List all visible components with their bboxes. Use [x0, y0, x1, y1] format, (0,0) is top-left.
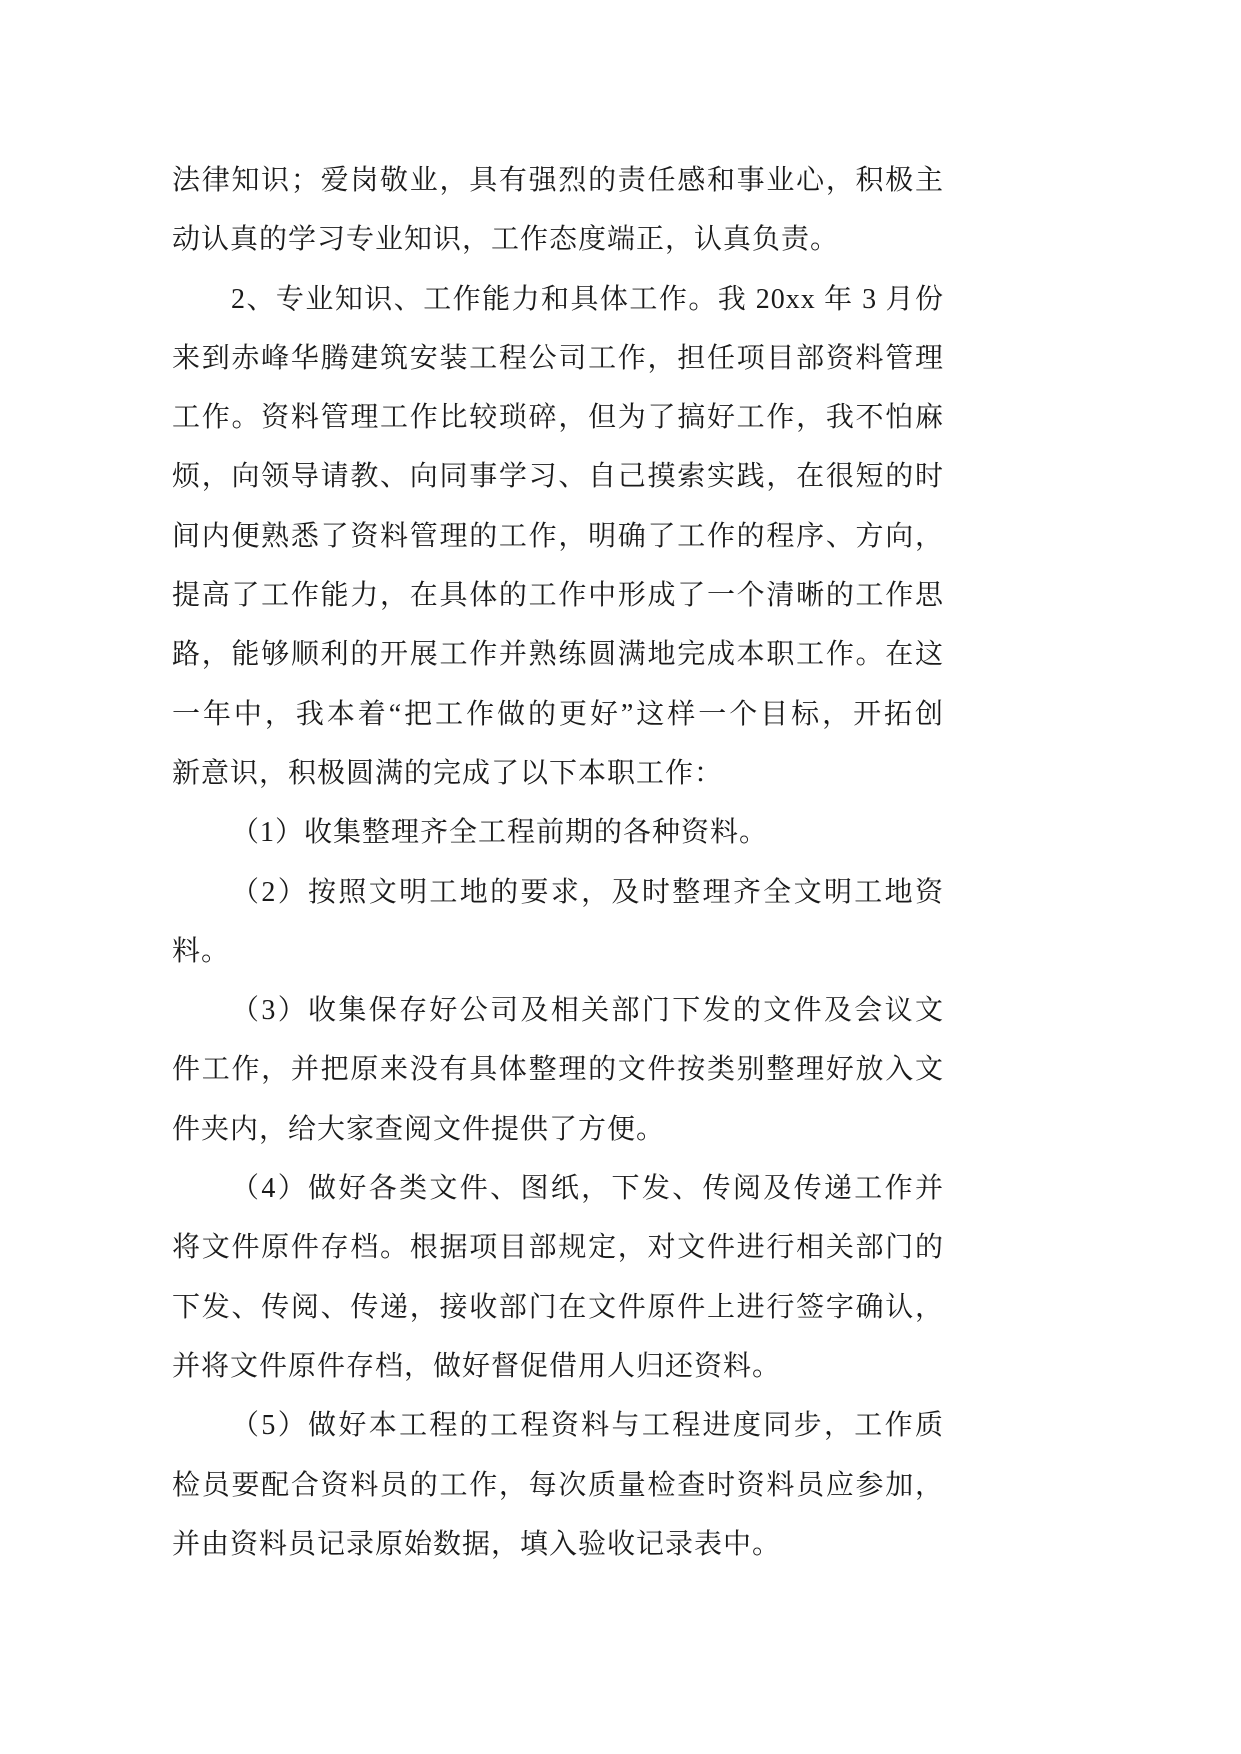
text-line: 来到赤峰华腾建筑安装工程公司工作，担任项目部资料管理: [172, 342, 944, 374]
text-line: （1）收集整理齐全工程前期的各种资料。: [231, 817, 769, 849]
text-line: 料。: [172, 935, 231, 967]
text-line: 并由资料员记录原始数据，填入验收记录表中。: [172, 1528, 782, 1560]
paragraph-section-2: [172, 270, 1241, 804]
text-line: 将文件原件存档。根据项目部规定，对文件进行相关部门的: [172, 1232, 944, 1264]
text-line: 工作。资料管理工作比较琐碎，但为了搞好工作，我不怕麻: [172, 402, 944, 434]
text-line: 路，能够顺利的开展工作并熟练圆满地完成本职工作。在这: [172, 639, 944, 671]
text-line: （4）做好各类文件、图纸，下发、传阅及传递工作并: [231, 1173, 944, 1205]
text-line: 新意识，积极圆满的完成了以下本职工作：: [172, 757, 724, 789]
list-item-4: [172, 1159, 1241, 1396]
text-line: 件工作，并把原来没有具体整理的文件按类别整理好放入文: [172, 1054, 944, 1086]
text-line: 间内便熟悉了资料管理的工作，明确了工作的程序、方向，: [172, 520, 944, 552]
text-line: 并将文件原件存档，做好督促借用人归还资料。: [172, 1350, 782, 1382]
list-item-3: [172, 981, 1241, 1159]
text-line: （2）按照文明工地的要求，及时整理齐全文明工地资: [231, 876, 944, 908]
text-line: 动认真的学习专业知识，工作态度端正，认真负责。: [172, 224, 840, 256]
list-item-5: [172, 1396, 1241, 1574]
paragraph-continuation: [172, 151, 1241, 270]
text-line: 2、专业知识、工作能力和具体工作。我 20xx 年 3 月份: [231, 283, 944, 315]
text-line: 检员要配合资料员的工作，每次质量检查时资料员应参加，: [172, 1469, 944, 1501]
text-line: 一年中，我本着“把工作做的更好”这样一个目标，开拓创: [172, 698, 944, 730]
list-item-2: [172, 863, 1241, 982]
text-line: （5）做好本工程的工程资料与工程进度同步，工作质: [231, 1410, 944, 1442]
text-line: 提高了工作能力，在具体的工作中形成了一个清晰的工作思: [172, 580, 944, 612]
text-line: （3）收集保存好公司及相关部门下发的文件及会议文: [231, 995, 944, 1027]
list-item-1: [172, 803, 1241, 862]
text-line: 件夹内，给大家查阅文件提供了方便。: [172, 1113, 666, 1145]
text-line: 下发、传阅、传递，接收部门在文件原件上进行签字确认，: [172, 1291, 944, 1323]
text-line: 烦，向领导请教、向同事学习、自己摸索实践，在很短的时: [172, 461, 944, 493]
text-line: 法律知识；爱岗敬业，具有强烈的责任感和事业心，积极主: [172, 165, 944, 196]
